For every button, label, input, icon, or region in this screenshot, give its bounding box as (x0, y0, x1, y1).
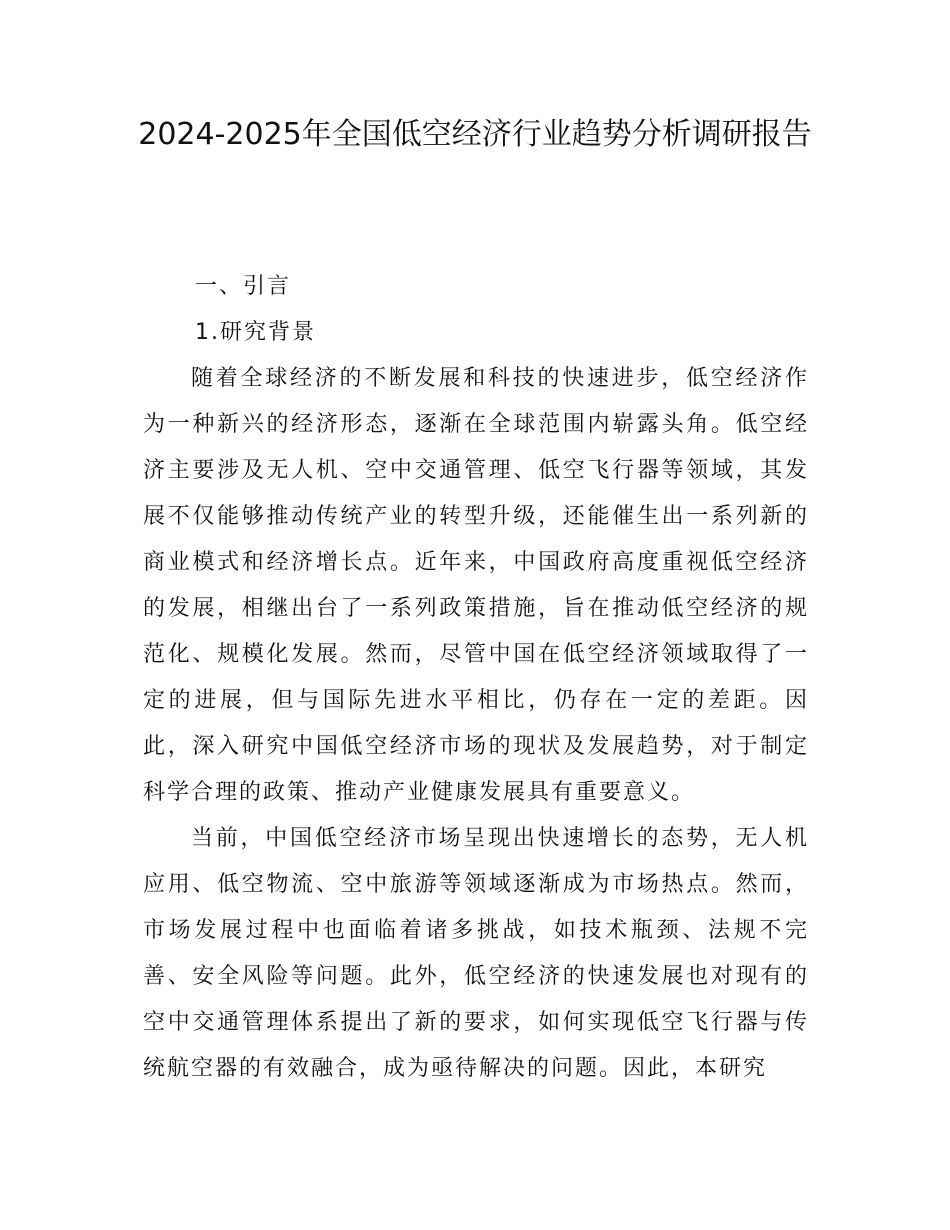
paragraph-research-background: 随着全球经济的不断发展和科技的快速进步，低空经济作为一种新兴的经济形态，逐渐在全球范围内崭露头角。低空经济主要涉及无人机、空中交通管理、低空飞行器等领域，其发展不仅能够推动传统产业的转型升级，还能催生出一系列新的商业模式和经济增长点。近年来，中国政府高度重视低空经济的发展，相继出台了一系列政策措施，旨在推动低空经济的规范化、规模化发展。然而，尽管中国在低空经济领域取得了一定的进展，但与国际先进水平相比，仍存在一定的差距。因此，深入研究中国低空经济市场的现状及发展趋势，对于制定科学合理的政策、推动产业健康发展具有重要意义。 (143, 366, 809, 805)
section-heading: 一、引言 (195, 274, 292, 299)
document-title: 2024-2025年全国低空经济行业趋势分析调研报告 (138, 117, 812, 152)
paragraph-market-status: 当前，中国低空经济市场呈现出快速增长的态势，无人机应用、低空物流、空中旅游等领域逐渐成为市场热点。然而，市场发展过程中也面临着诸多挑战，如技术瓶颈、法规不完善、安全风险等问题。此外，低空经济的快速发展也对现有的空中交通管理体系提出了新的要求，如何实现低空飞行器与传统航空器的有效融合，成为亟待解决的问题。因此，本研究 (143, 826, 809, 1081)
subsection-heading: 1.研究背景 (195, 320, 316, 345)
document-body (143, 264, 809, 1092)
